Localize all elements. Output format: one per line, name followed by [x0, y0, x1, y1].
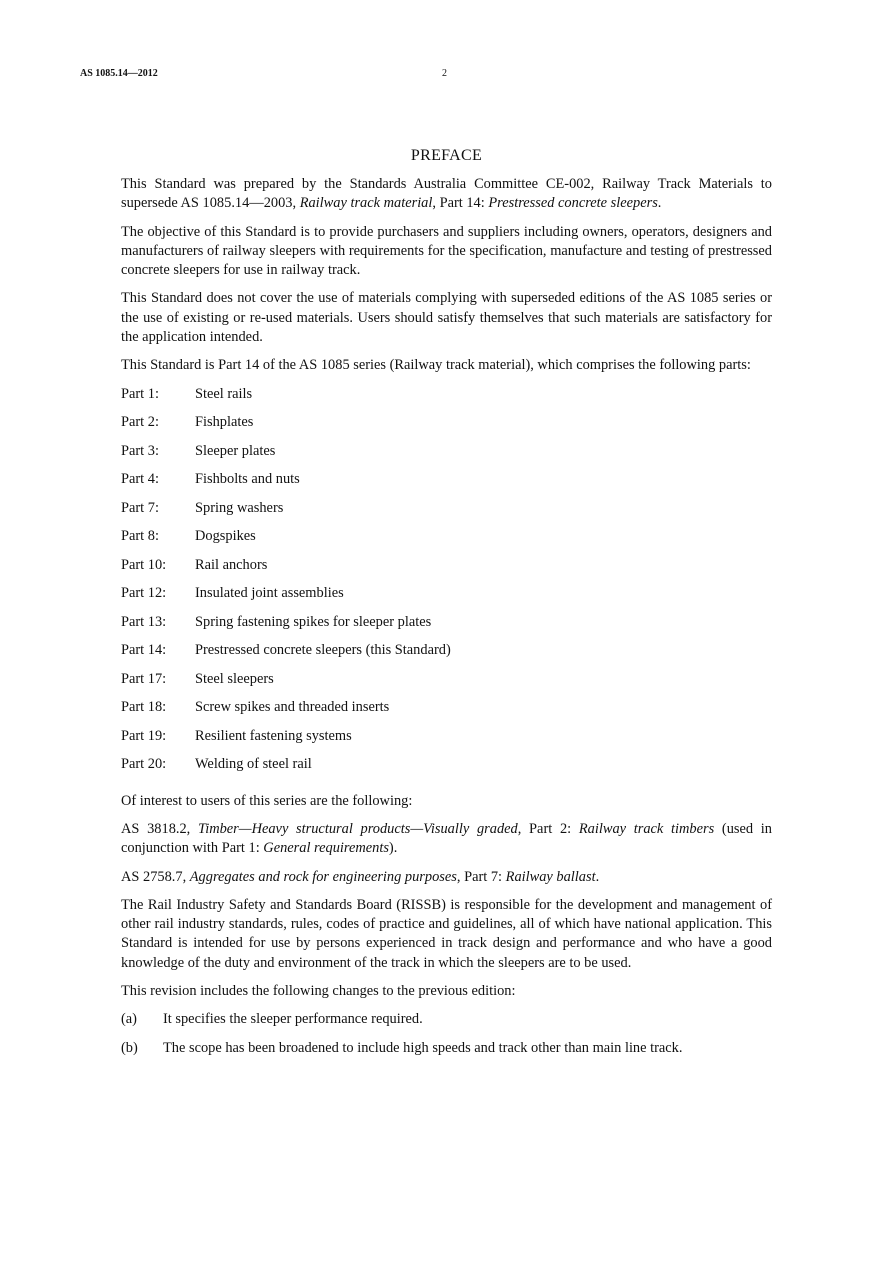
part-label: Part 12:	[121, 585, 167, 602]
list-item	[121, 727, 772, 756]
standard-id: AS 1085.14—2012	[80, 68, 158, 79]
change-label: (a)	[121, 1011, 137, 1028]
list-item	[121, 584, 772, 613]
paragraph-rissb: The Rail Industry Safety and Standards Board (RISSB) is responsible for the development and management of other rail industry standards, rules, codes of practice and guidelines, all of which have national application. This Standard is intended for use by persons experienced in track design and performance and who have a good knowledge of the duty and environment of the track in which the sleepers are to be used.	[121, 896, 772, 971]
list-item	[121, 556, 772, 585]
part-title: Steel rails	[195, 385, 253, 402]
list-item	[121, 698, 772, 727]
part-title: Resilient fastening systems	[195, 727, 352, 744]
reference-as2758: AS 2758.7, Aggregates and rock for engineering purposes, Part 7: Railway ballast.	[121, 868, 600, 885]
change-item	[121, 1039, 772, 1058]
part-title: Rail anchors	[195, 556, 268, 573]
paragraph-committee: This Standard was prepared by the Standards Australia Committee CE-002, Railway Track Materials to supersede AS 1085.14—2003, Railway track material, Part 14: Prestressed concrete sleepers.	[121, 176, 772, 212]
parts-list	[121, 385, 772, 784]
part-label: Part 8:	[121, 528, 159, 545]
paragraph-scope-exclusion: This Standard does not cover the use of materials complying with superseded editions of the AS 1085 series or the use of existing or re-used materials. Users should satisfy themselves that such materials are satisfactory for the application intended.	[121, 290, 772, 346]
part-label: Part 20:	[121, 756, 167, 773]
part-label: Part 19:	[121, 727, 167, 744]
part-title: Prestressed concrete sleepers (this Standard)	[195, 642, 451, 659]
part-title: Dogspikes	[195, 528, 256, 545]
paragraph-of-interest: Of interest to users of this series are the following:	[121, 792, 413, 809]
list-item	[121, 442, 772, 471]
change-item	[121, 1010, 772, 1029]
part-title: Insulated joint assemblies	[195, 585, 344, 602]
list-item	[121, 670, 772, 699]
list-item	[121, 499, 772, 528]
paragraph-revision-intro: This revision includes the following changes to the previous edition:	[121, 983, 516, 1000]
part-label: Part 17:	[121, 670, 167, 687]
part-title: Spring washers	[195, 499, 284, 516]
part-label: Part 4:	[121, 471, 159, 488]
part-title: Sleeper plates	[195, 442, 276, 459]
part-label: Part 14:	[121, 642, 167, 659]
section-title: PREFACE	[410, 147, 483, 164]
paragraph-series-intro: This Standard is Part 14 of the AS 1085 series (Railway track material), which comprises the following parts:	[121, 357, 751, 374]
change-text: It specifies the sleeper performance required.	[163, 1011, 423, 1028]
part-label: Part 18:	[121, 699, 167, 716]
reference-as3818: AS 3818.2, Timber—Heavy structural products—Visually graded, Part 2: Railway track timbers (used in conjunction with Part 1: General requirements).	[121, 820, 772, 857]
part-title: Fishplates	[195, 414, 254, 431]
document-body	[121, 145, 772, 1067]
part-label: Part 7:	[121, 499, 159, 516]
part-label: Part 3:	[121, 442, 159, 459]
part-label: Part 2:	[121, 414, 159, 431]
part-label: Part 13:	[121, 613, 167, 630]
change-text: The scope has been broadened to include high speeds and track other than main line track.	[163, 1039, 683, 1056]
list-item	[121, 613, 772, 642]
part-title: Fishbolts and nuts	[195, 471, 300, 488]
change-label: (b)	[121, 1039, 138, 1056]
page-header	[80, 68, 812, 82]
list-item	[121, 413, 772, 442]
list-item	[121, 527, 772, 556]
part-label: Part 1:	[121, 385, 159, 402]
list-item	[121, 385, 772, 414]
list-item	[121, 755, 772, 784]
part-title: Spring fastening spikes for sleeper plates	[195, 613, 432, 630]
part-title: Screw spikes and threaded inserts	[195, 699, 390, 716]
part-title: Steel sleepers	[195, 670, 274, 687]
part-label: Part 10:	[121, 556, 167, 573]
list-item	[121, 641, 772, 670]
part-title: Welding of steel rail	[195, 756, 312, 773]
paragraph-objective: The objective of this Standard is to provide purchasers and suppliers including owners, operators, designers and manufacturers of railway sleepers with requirements for the specification, manufacture and testing of prestressed concrete sleepers for use in railway track.	[121, 223, 772, 279]
page-number: 2	[442, 68, 447, 79]
list-item	[121, 470, 772, 499]
